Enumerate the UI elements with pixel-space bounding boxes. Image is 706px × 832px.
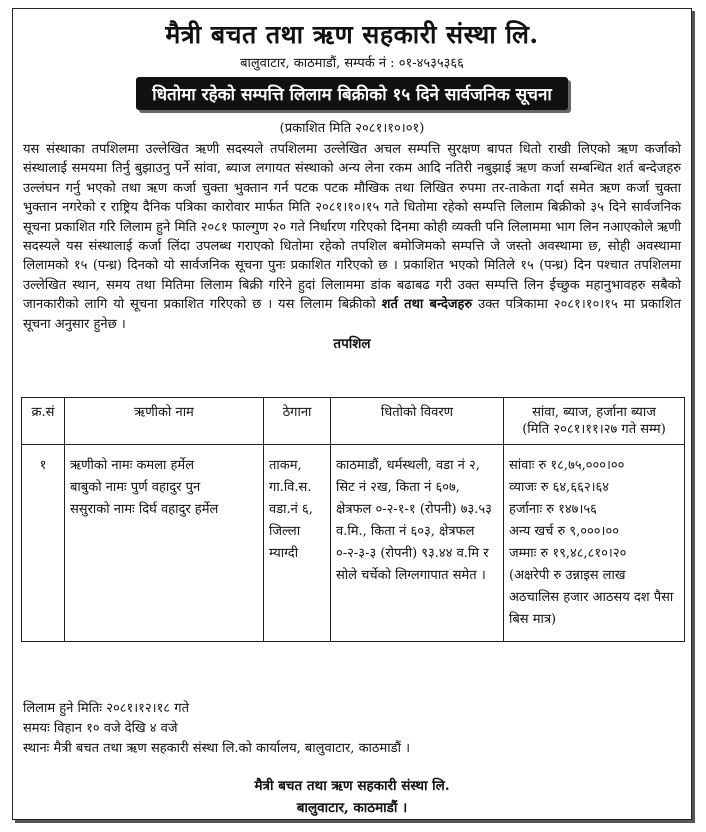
father-name: बाबुको नामः पुर्ण वहादुर पुन	[70, 480, 201, 495]
publish-date: (प्रकाशित मिति २०८१।१०।०१)	[279, 121, 425, 136]
header-collateral: धितोको विवरण	[331, 398, 504, 445]
header-name: ऋणीको नाम	[65, 398, 264, 445]
organization-address: बालुवाटार, काठमाडौं, सम्पर्क नं : ०१-४५३५३६६	[240, 56, 464, 71]
notice-frame	[12, 8, 692, 820]
body-text-part2: उक्त पत्रिकामा २०८१।१०।१५ मा प्रकाशित सूचना अनुसार हुनेछ ।	[23, 297, 681, 332]
total-amount: जम्माः रु १९,४८,८१०।२०	[509, 546, 627, 561]
cell-names	[65, 445, 264, 642]
notice-banner: धितोमा रहेको सम्पत्ति लिलाम बिक्रीको १५ दिने सार्वजनिक सूचना	[136, 77, 568, 110]
footer-signature	[13, 775, 691, 819]
body-text-bold: शर्त तथा बन्देजहरु	[381, 297, 473, 313]
other-expense: अन्य खर्च रु ९,०००।००	[509, 524, 619, 539]
notice-banner-wrap	[13, 77, 691, 110]
auction-time: समयः विहान १० वजे देखि ४ वजे	[23, 721, 178, 736]
borrower-name: ऋणीको नामः कमला हर्मेल	[70, 458, 195, 473]
notice-body	[23, 140, 681, 334]
principal-amount: सांवाः रु १८,७५,०००।००	[509, 458, 625, 473]
table-row	[22, 445, 685, 642]
cell-collateral: काठमाडौं, धर्मस्थली, वडा नं २, सिट नं २ख, किता नं ६०७, क्षेत्रफल ०-२-१-१ (रोपनी) ७३.५३ व.मि., किता नं ६०३, क्षेत्रफल ०-२-३-३ (रोपनी) ९३.४४ व.मि र सोले चर्चेको लिग्लगापात समेत ।	[331, 445, 504, 642]
details-table	[21, 397, 685, 642]
penalty-amount: हर्जानाः रु १४७।५६	[509, 502, 597, 517]
header-amount-title: सांवा, ब्याज, हर्जाना ब्याज	[532, 405, 656, 420]
table-title: तपशिल	[333, 336, 371, 353]
auction-date: लिलाम हुने मितिः २०८१।१२।१८ गते	[23, 701, 189, 716]
father-in-law-name: ससुराको नामः दिर्घ वहादुर हर्मेल	[70, 502, 219, 517]
table-header-row	[22, 398, 685, 445]
auction-place: स्थानः मैत्री बचत तथा ऋण सहकारी संस्था लि.को कार्यालय, बालुवाटार, काठमाडौं ।	[23, 741, 410, 756]
header-amount-date: (मिति २०८१।११।२७ गते सम्म)	[522, 422, 666, 437]
header-address: ठेगाना	[264, 398, 331, 445]
organization-title: मैत्री बचत तथा ऋण सहकारी संस्था लि.	[165, 20, 539, 49]
cell-sn: १	[22, 445, 65, 642]
cell-address: ताकम, गा.वि.स. वडा.नं ६, जिल्ला म्याग्दी	[264, 445, 331, 642]
amount-in-words: (अक्षरेपी रु उन्नाइस लाख अठचालिस हजार आठसय दश पैसा बिस मात्र)	[509, 568, 674, 627]
interest-amount: व्याजः रु ६४,६६२।६४	[509, 480, 610, 495]
footer-address: बालुवाटार, काठमाडौं ।	[296, 800, 408, 816]
header-sn: क्र.सं	[22, 398, 65, 445]
footer-org-name: मैत्री बचत तथा ऋण सहकारी संस्था लि.	[254, 778, 450, 794]
cell-amounts	[504, 445, 685, 642]
header-amount	[504, 398, 685, 445]
auction-details	[23, 699, 410, 759]
body-text-part1: यस संस्थाका तपशिलमा उल्लेखित ऋणी सदस्यले तपशिलमा उल्लेखित अचल सम्पत्ति सुरक्षण बापत धितो राखी लिएको ऋण कर्जाको संस्थालाई समयमा तिर्नु बुझाउनु पर्ने सांवा, ब्याज लगायत संस्थाको अन्य लेना रकम आदि नतिरी नबुझाई ऋण कर्जा सम्बन्धित शर्त बन्देजहरु उल्लंघन गर्नु भएको तथा ऋण कर्जा चुक्ता भुक्तान गर्न पटक पटक मौखिक तथा लिखित रुपमा तर-ताकेता गर्दा समेत ऋण कर्जा चुक्ता भुक्तान नगरेको र राष्ट्रिय दैनिक पत्रिका कारोवार मार्फत मिति २०८१।१०।१५ गते धितोमा रहेको सम्पत्ति लिलाम बिक्रीको ३५ दिने सार्वजनिक सूचना प्रकाशित गरि लिलाम हुने मिति २०८१ फाल्गुण २० गते निर्धारण गरिएको दिनमा कोही व्यक्ती पनि लिलाममा भाग लिन नआएकोले ऋणी सदस्यले यस संस्थालाई कर्जा लिंदा उपलब्ध गराएको धितोमा रहेको तपशिल बमोजिमको सम्पत्ति जे जस्तो अवस्थामा छ, सोही अवस्थामा लिलामको १५ (पन्ध्र) दिनको यो सार्वजनिक सूचना पुनः प्रकाशित गरिएको छ । प्रकाशित भएको मितिले १५ (पन्ध्र) दिन पश्चात तपशिलमा उल्लेखित स्थान, समय तथा मितिमा लिलाम बिक्री गरिने हुदां लिलाममा डांक बढाबढ गरी उक्त सम्पत्ति लिन ईच्छुक महानुभावहरु सबैको जानकारीको लागि यो सूचना प्रकाशित गरिएको छ । यस लिलाम बिक्रीको	[23, 142, 681, 313]
